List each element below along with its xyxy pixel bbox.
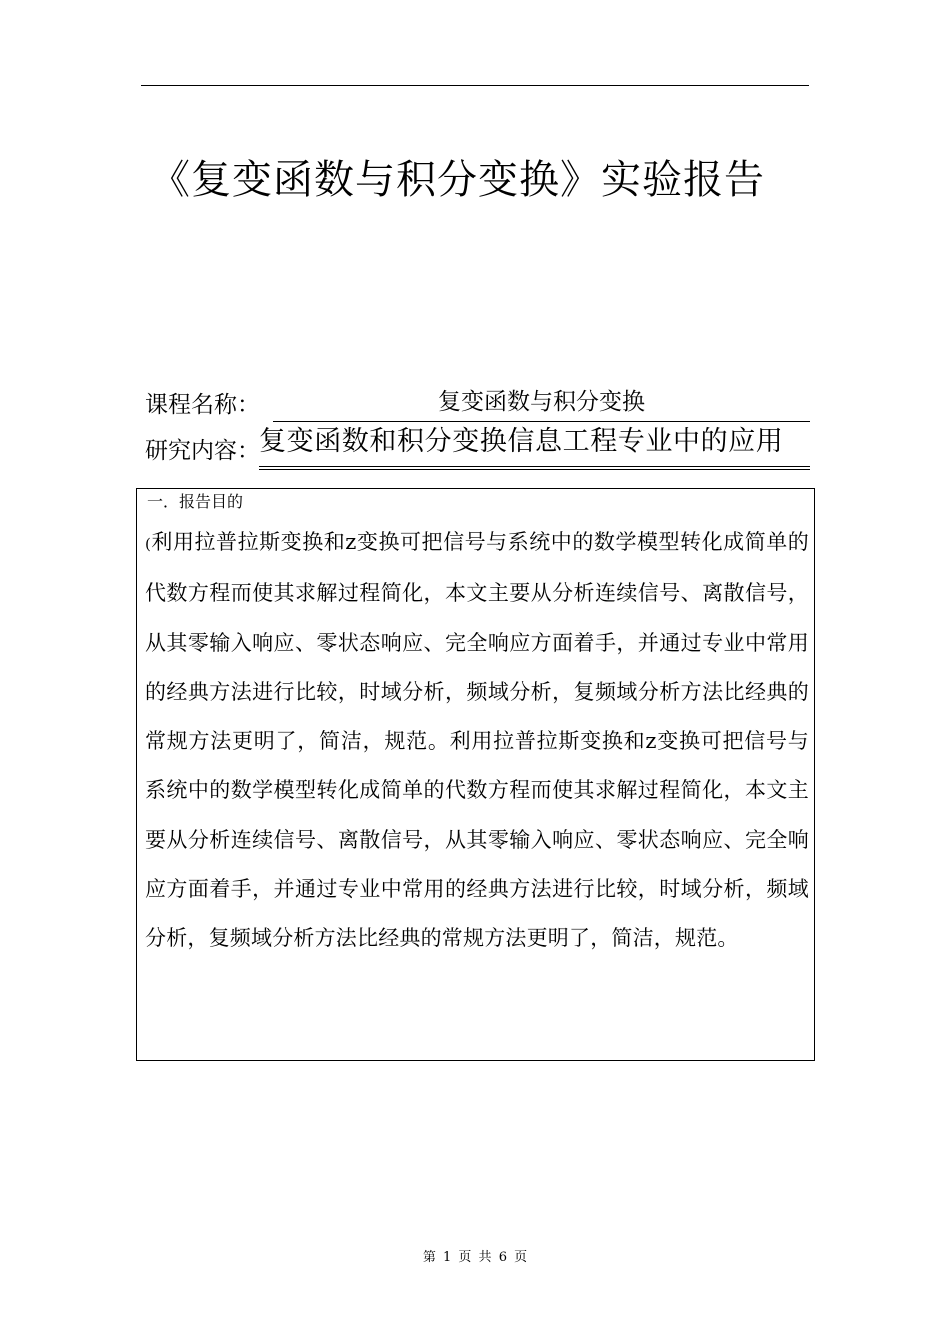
- research-topic-field: [145, 426, 810, 472]
- header-rule: [141, 85, 809, 86]
- research-topic-label: 研究内容：: [145, 438, 260, 464]
- section-open-mark: (: [145, 535, 152, 553]
- section-heading: 一．报告目的: [147, 492, 244, 511]
- document-title: 《复变函数与积分变换》实验报告: [150, 157, 765, 203]
- page-number-footer: 第 1 页 共 6 页: [422, 1250, 528, 1265]
- section-body: [145, 518, 809, 964]
- section-body-text: 利用拉普拉斯变换和z变换可把信号与系统中的数学模型转化成简单的代数方程而使其求解过程简化，本文主要从分析连续信号、离散信号，从其零输入响应、零状态响应、完全响应方面着手，并通过专业中常用的经典方法进行比较，时域分析，频域分析，复频域分析方法比经典的常规方法更明了，简洁，规范。利用拉普拉斯变换和z变换可把信号与系统中的数学模型转化成简单的代数方程而使其求解过程简化，本文主要从分析连续信号、离散信号，从其零输入响应、零状态响应、完全响应方面着手，并通过专业中常用的经典方法进行比较，时域分析，频域分析，复频域分析方法比经典的常规方法更明了，简洁，规范。: [145, 530, 809, 951]
- course-name-field: [145, 386, 810, 426]
- course-name-label: 课程名称：: [145, 392, 260, 418]
- course-name-value: 复变函数与积分变换: [273, 387, 810, 422]
- report-content-box: [136, 488, 815, 1061]
- research-topic-value: 复变函数和积分变换信息工程专业中的应用: [259, 424, 810, 470]
